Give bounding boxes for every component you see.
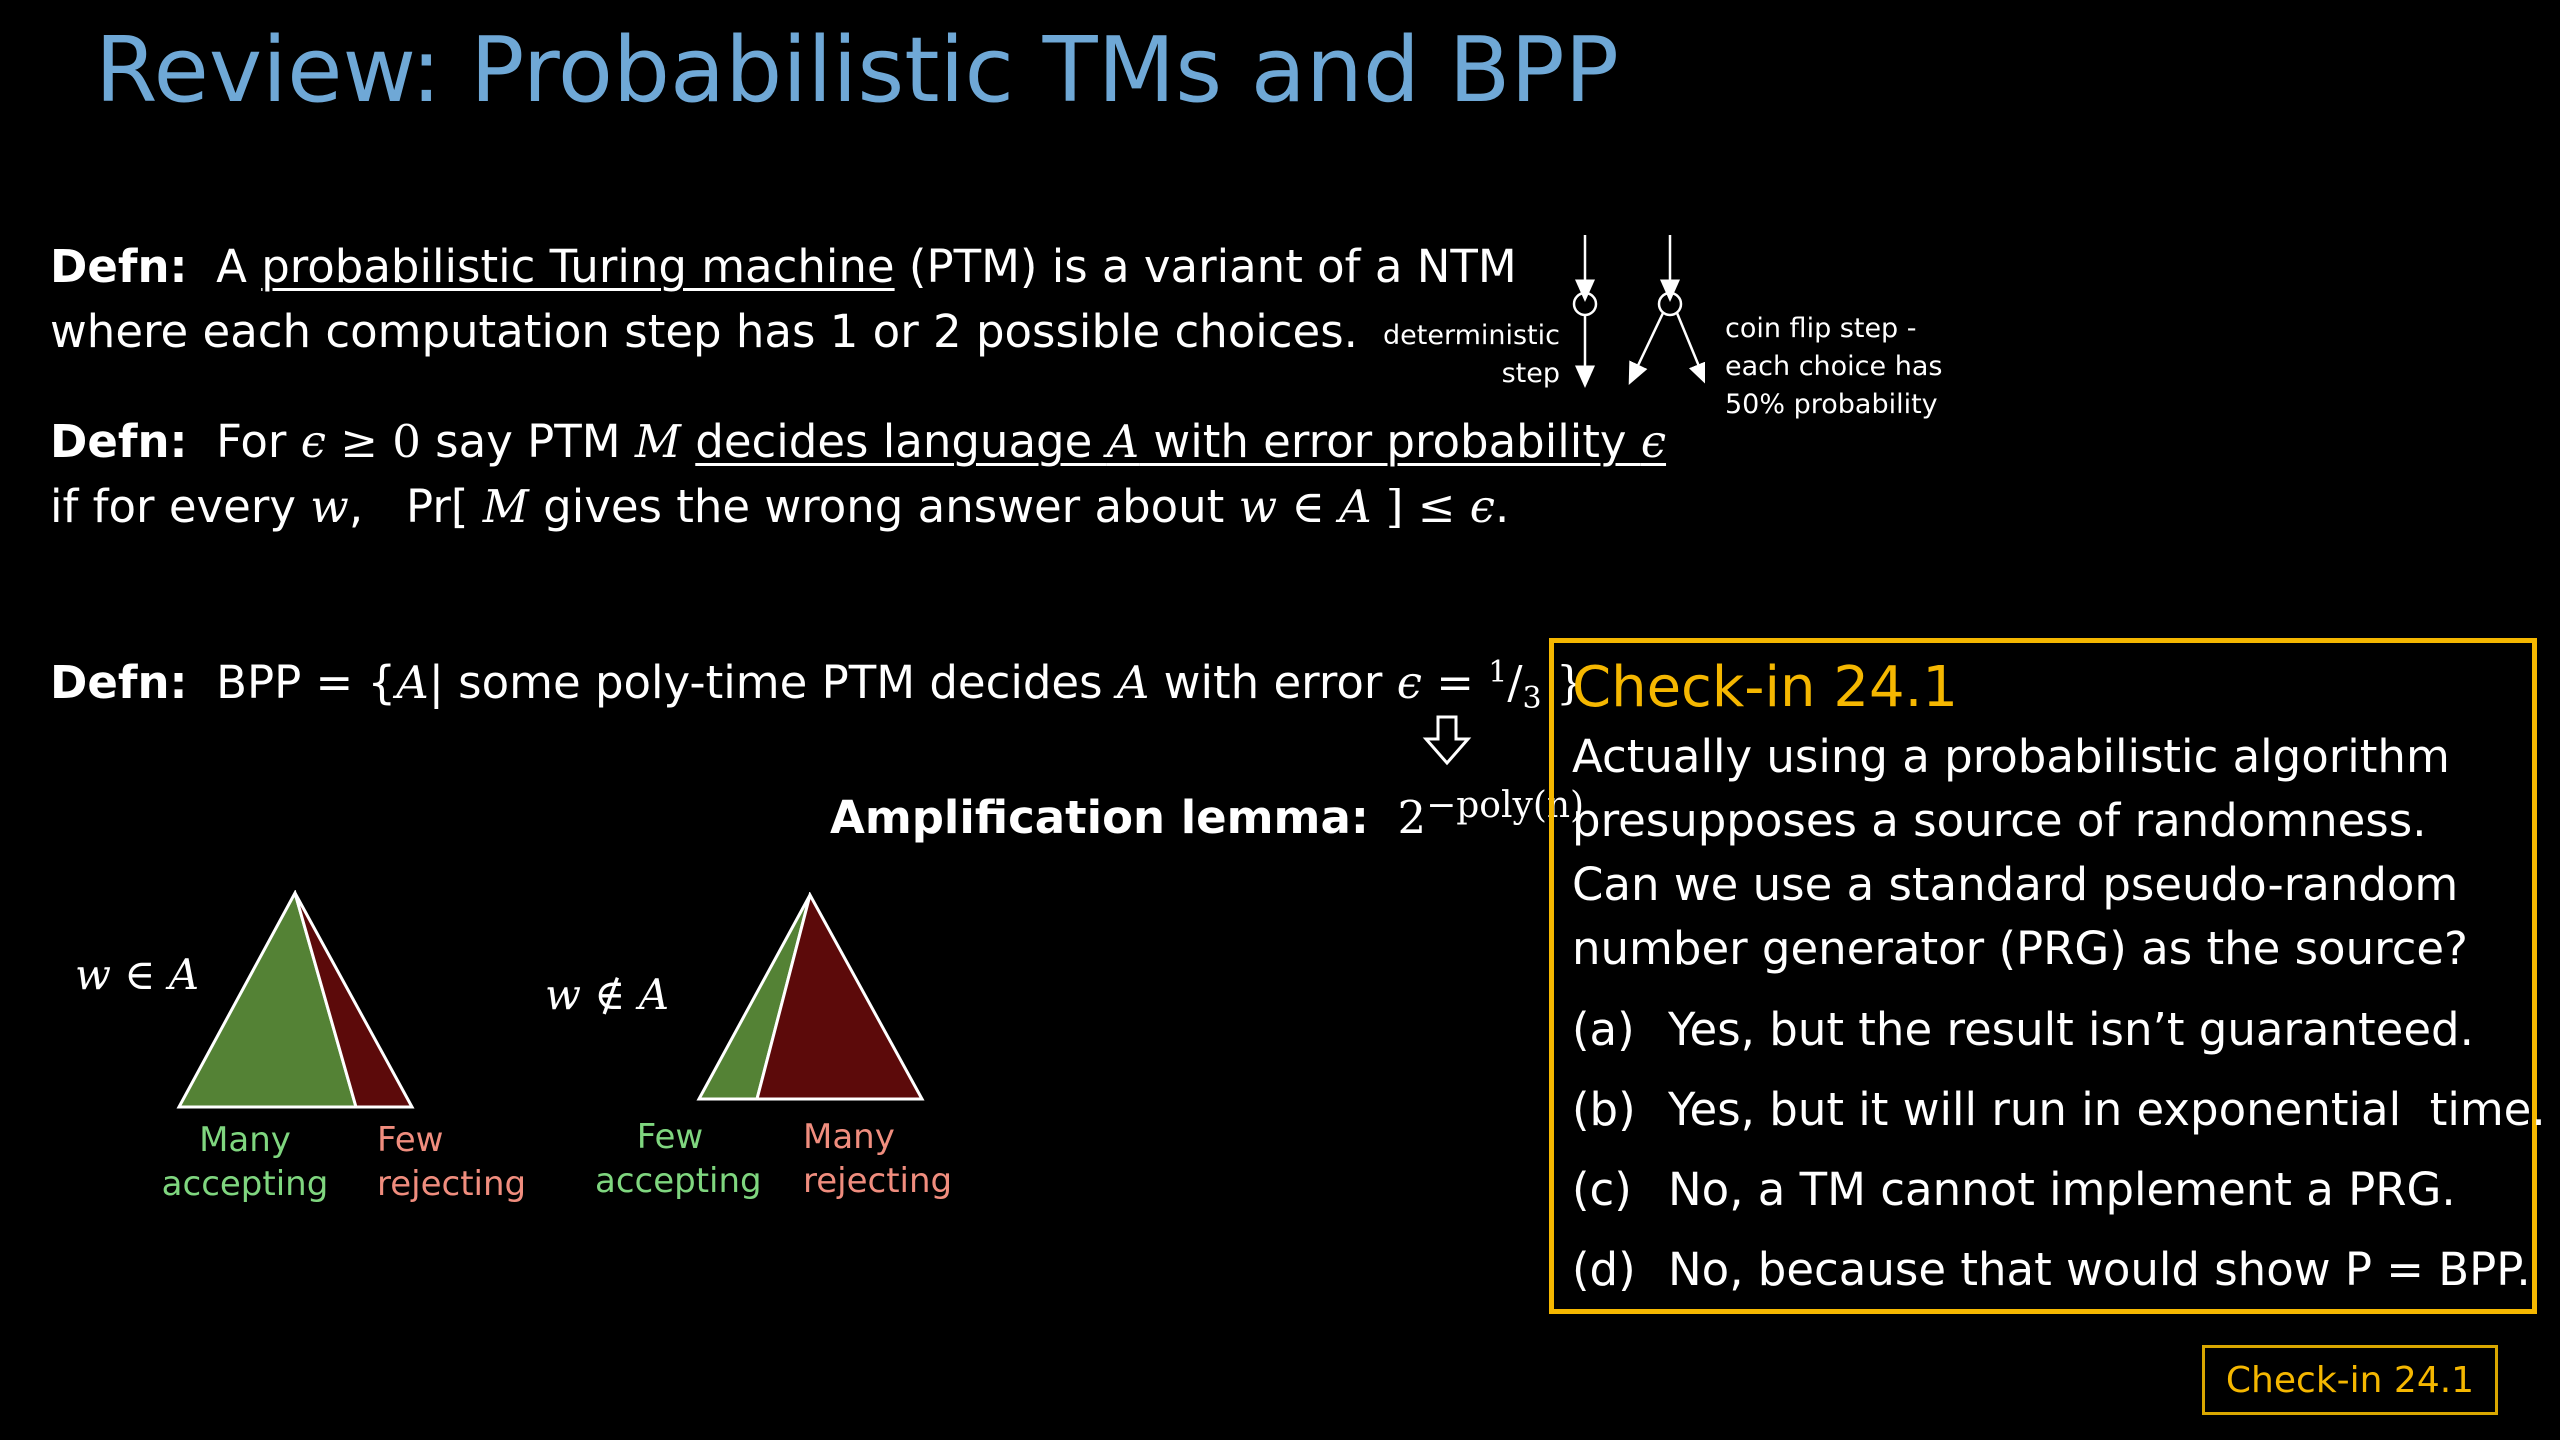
d2-M2: M [482,480,529,533]
coin-line2: each choice has [1725,351,1943,382]
lr1: Few [377,1120,444,1160]
lg1: Many [199,1120,291,1160]
d2-with: with error probability [1139,415,1641,468]
option-b-letter: (b) [1572,1083,1636,1136]
left-triangle [175,890,425,1115]
checkin-question-line3: Can we use a standard pseudo-random [1572,858,2459,911]
d2-period: . [1494,480,1510,533]
d2-decides: decides language [695,415,1107,468]
option-d-letter: (d) [1572,1243,1636,1296]
d3-close: } [1541,656,1585,709]
d2-eps3: ϵ [1469,480,1495,533]
d2-in: ∈ [1277,480,1340,533]
d2-pre: For [216,415,301,468]
d3-mid: | some poly-time PTM decides [428,656,1117,709]
coin-line1: coin flip step - [1725,313,1917,344]
defn1-label: Defn: [50,240,188,293]
d2-A: A [1106,415,1140,468]
down-arrow-icon [1422,715,1472,767]
option-c-letter: (c) [1572,1163,1632,1216]
checkin-tag-button[interactable]: Check-in 24.1 [2202,1345,2498,1415]
left-green-label [130,1118,360,1206]
amp-exponent: −poly(n) [1426,785,1585,826]
option-b-text: Yes, but it will run in exponential time. [1668,1083,2546,1136]
d2-underlined [695,415,1666,468]
d2-say: say PTM [420,415,635,468]
right-triangle [695,892,935,1117]
coin-flip-step-icon [1633,235,1703,376]
d3-eps: ϵ [1396,656,1422,709]
checkin-question-line4: number generator (PRG) as the source? [1572,922,2468,975]
deterministic-step-label [1383,317,1560,393]
checkin-title: Check-in 24.1 [1572,655,1959,720]
defn1-post: (PTM) is a variant of a NTM [894,240,1517,293]
left-red-label [377,1118,526,1206]
lg2: accepting [161,1164,329,1204]
amp-label: Amplification lemma: [830,791,1369,844]
option-a-text: Yes, but the result isn’t guaranteed. [1668,1003,2474,1056]
right-red-label [803,1115,952,1203]
defn1-line1 [50,240,1517,293]
d2-M: M [634,415,681,468]
right-condition: w ∉ A [545,970,670,1019]
coin-flip-step-label [1725,310,1942,424]
amp-base: 2 [1397,791,1427,844]
lr2: rejecting [377,1164,527,1204]
defn1-term: probabilistic Turing machine [261,240,895,293]
d3-with: with error [1149,656,1397,709]
deterministic-step-icon [1574,235,1596,378]
d3-A: A [396,656,429,709]
d2-l2-mid: , Pr[ [348,480,483,533]
d2-l2-pre: if for every [50,480,311,533]
defn2-line1 [50,415,1666,468]
d2-l2-end: ] ≤ [1371,480,1470,533]
defn3-label: Defn: [50,656,188,709]
left-condition: w ∈ A [75,950,200,999]
rr2: rejecting [803,1161,953,1201]
option-d-text: No, because that would show P = BPP. [1668,1243,2531,1296]
coin-line3: 50% probability [1725,389,1938,420]
defn1-line2: where each computation step has 1 or 2 possible choices. [50,305,1358,358]
d2-w: w [310,480,349,533]
d2-eps: ϵ [300,415,326,468]
d2-A2: A [1339,480,1372,533]
defn2-label: Defn: [50,415,188,468]
rg1: Few [636,1117,704,1157]
d3-den: 3 [1522,681,1542,716]
d2-eps2: ϵ [1640,415,1667,468]
checkin-question-line2: presupposes a source of randomness. [1572,794,2427,847]
defn3-bpp: Defn: BPP = {A| some poly-time PTM decides A with error $\epsilon = ^1/_3$ } [50,655,1585,716]
d3-bpp: BPP = { [216,656,397,709]
option-c-text: No, a TM cannot implement a PRG. [1668,1163,2456,1216]
d2-w2: w [1238,480,1278,533]
d3-eq: = [1421,656,1489,709]
right-green-label [595,1115,762,1203]
d2-geq: ≥ 0 [325,415,421,468]
option-a-letter: (a) [1572,1003,1635,1056]
defn2-line2 [50,480,1509,533]
amplification-lemma [830,785,1584,844]
rr1: Many [803,1117,895,1157]
checkin-question-line1: Actually using a probabilistic algorithm [1572,730,2450,783]
det-line2: step [1501,358,1560,389]
d3-num: 1 [1488,655,1508,690]
rg2: accepting [595,1161,762,1201]
step-diagram [1555,230,1705,390]
defn1-pre: A [216,240,262,293]
d2-l2-mid2: gives the wrong answer about [528,480,1239,533]
slide-title: Review: Probabilistic TMs and BPP [95,18,1619,123]
det-line1: deterministic [1383,320,1560,351]
d3-A2: A [1116,656,1150,709]
